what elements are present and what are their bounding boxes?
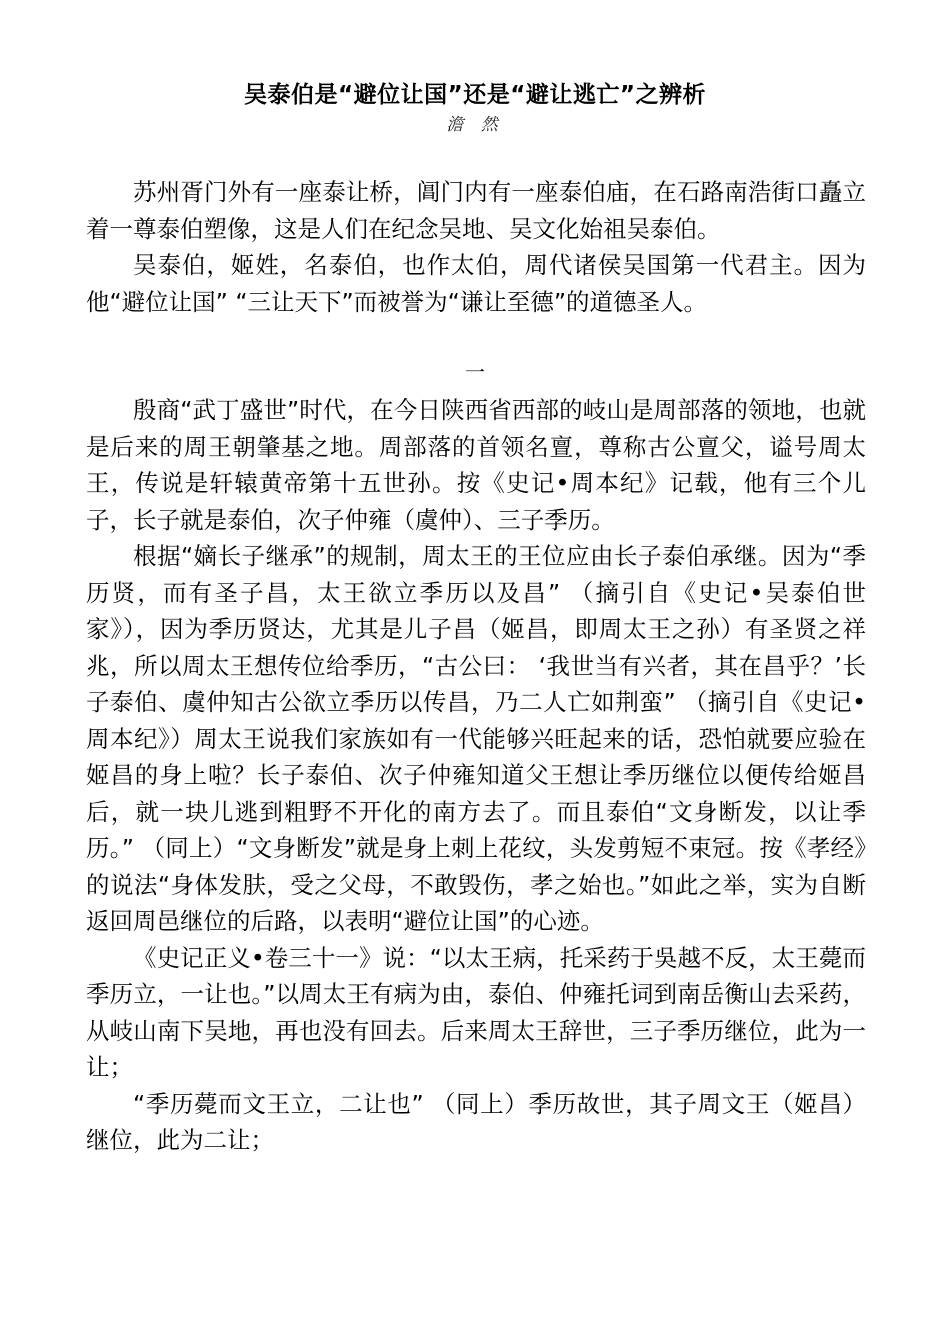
section-heading: 一 — [465, 360, 485, 384]
paragraph: 《史记正义•卷三十一》说：“以太王病，托采药于吳越不反，太王薨而季历立，一让也。”以周太王有病为由，泰伯、仲雍托词到南岳衡山去采药，从岐山南下吴地，再也没有回去。后来周太王辞世，三子季历继位，此为一让； — [86, 943, 866, 1081]
paragraph: 殷商“武丁盛世”时代，在今日陕西省西部的岐山是周部落的领地，也就是后来的周王朝肇基之地。周部落的首领名亶，尊称古公亶父，谥号周太王，传说是轩辕黄帝第十五世孙。按《史记•周本纪》记载，他有三个儿子，长子就是泰伯，次子仲雍（虞仲）、三子季历。 — [86, 396, 866, 534]
paragraph: 根据“嫡长子继承”的规制，周太王的王位应由长子泰伯承继。因为“季历贤，而有圣子昌，太王欲立季历以及昌” （摘引自《史记•吴泰伯世家》），因为季历贤达，尤其是儿子昌（姬昌，即周太王之孙）有圣贤之祥兆，所以周太王想传位给季历，“古公曰： ‘我世当有兴者，其在昌乎？’长子泰伯、虞仲知古公欲立季历以传昌，乃二人亡如荆蛮” （摘引自《史记•周本纪》）周太王说我们家族如有一代能够兴旺起来的话，恐怕就要应验在姬昌的身上啦？长子泰伯、次子仲雍知道父王想让季历继位以便传给姬昌后，就一块儿逃到粗野不开化的南方去了。而且泰伯“文身断发，以让季历。” （同上）“文身断发”就是身上刺上花纹，头发剪短不束冠。按《孝经》的说法“身体发肤，受之父母，不敢毁伤，孝之始也。”如此之举，实为自断返回周邑继位的后路，以表明“避位让国”的心迹。 — [86, 542, 866, 935]
section-one-body — [86, 392, 866, 1159]
paragraph: “季历薨而文王立，二让也” （同上）季历故世，其子周文王（姬昌）继位，此为二让； — [86, 1089, 866, 1154]
intro-section — [86, 174, 866, 320]
paragraph: 吴泰伯，姬姓，名泰伯，也作太伯，周代诸侯吴国第一代君主。因为他“避位让国” “三让天下”而被誉为“谦让至德”的道德圣人。 — [86, 251, 866, 316]
article-title: 吴泰伯是“避位让国”还是“避让逃亡”之辨析 — [244, 82, 706, 108]
paragraph: 苏州胥门外有一座泰让桥，阊门内有一座泰伯庙，在石路南浩街口矗立着一尊泰伯塑像，这是人们在纪念吴地、吴文化始祖吴泰伯。 — [86, 178, 866, 243]
author-name: 澹 然 — [446, 115, 504, 135]
